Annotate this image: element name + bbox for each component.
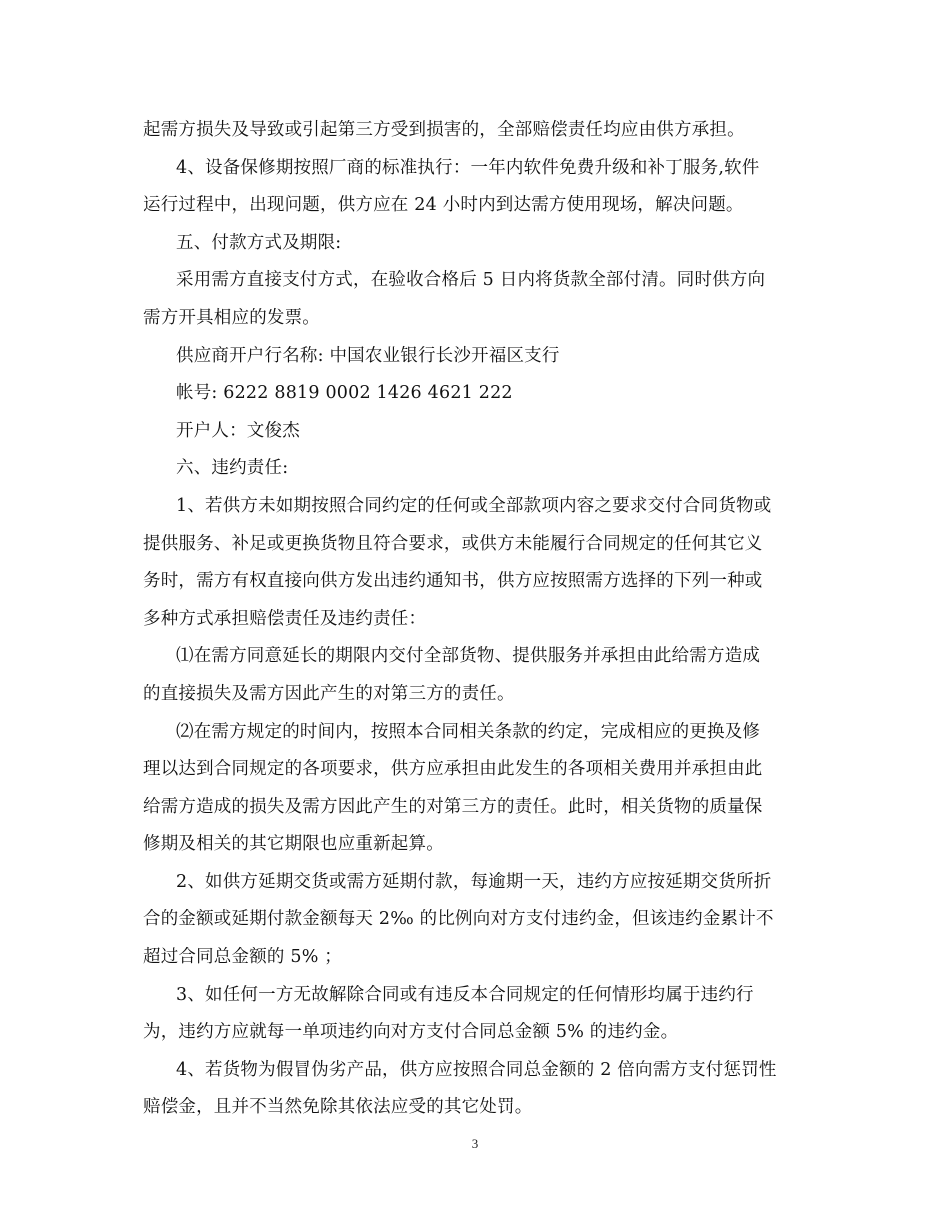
section-heading: 六、违约责任: xyxy=(176,458,289,479)
text-line: 2、如供方延期交货或需方延期付款，每逾期一天，违约方应按延期交货所折 xyxy=(176,871,772,892)
text-line: 提供服务、补足或更换货物且符合要求，或供方未能履行合同规定的任何其它义 xyxy=(143,533,763,554)
text-line: 给需方造成的损失及需方因此产生的对第三方的责任。此时，相关货物的质量保 xyxy=(143,796,763,817)
text-line: 4、设备保修期按照厂商的标准执行：一年内软件免费升级和补丁服务,软件 xyxy=(176,157,760,178)
text-line: ⑴在需方同意延长的期限内交付全部货物、提供服务并承担由此给需方造成 xyxy=(176,646,761,667)
text-line: 3、如任何一方无故解除合同或有违反本合同规定的任何情形均属于违约行 xyxy=(176,984,754,1005)
text-line: 采用需方直接支付方式，在验收合格后 5 日内将货款全部付清。同时供方向 xyxy=(176,270,766,291)
text-line: 赔偿金，且并不当然免除其依法应受的其它处罚。 xyxy=(143,1097,533,1118)
text-line: 修期及相关的其它期限也应重新起算。 xyxy=(143,834,444,855)
text-line: 超过合同总金额的 5% ； xyxy=(143,947,342,968)
text-line: 运行过程中，出现问题，供方应在 24 小时内到达需方使用现场，解决问题。 xyxy=(143,195,744,216)
text-line: 1、若供方未如期按照合同约定的任何或全部款项内容之要求交付合同货物或 xyxy=(176,495,772,516)
text-line: 需方开具相应的发票。 xyxy=(143,307,320,328)
text-line: 4、若货物为假冒伪劣产品，供方应按照合同总金额的 2 倍向需方支付惩罚性 xyxy=(176,1059,777,1080)
text-line: 为，违约方应就每一单项违约向对方支付合同总金额 5% 的违约金。 xyxy=(143,1022,679,1043)
document-body xyxy=(143,112,807,1127)
text-line: 起需方损失及导致或引起第三方受到损害的，全部赔偿责任均应由供方承担。 xyxy=(143,120,745,140)
text-line: 合的金额或延期付款金额每天 2‰ 的比例向对方支付违约金，但该违约金累计不 xyxy=(143,909,774,930)
text-line: 务时，需方有权直接向供方发出违约通知书，供方应按照需方选择的下列一种或 xyxy=(143,571,763,592)
bank-name-line: 供应商开户行名称: 中国农业银行长沙开福区支行 xyxy=(176,345,560,366)
text-line: 理以达到合同规定的各项要求，供方应承担由此发生的各项相关费用并承担由此 xyxy=(143,759,763,780)
page-number: 3 xyxy=(471,1136,479,1151)
account-holder-line: 开户人：文俊杰 xyxy=(176,420,300,441)
account-number-line: 帐号: 6222 8819 0002 1426 4621 222 xyxy=(176,383,513,404)
text-line: 的直接损失及需方因此产生的对第三方的责任。 xyxy=(143,683,515,704)
text-line: 多种方式承担赔偿责任及违约责任： xyxy=(143,608,427,629)
text-line: ⑵在需方规定的时间内，按照本合同相关条款的约定，完成相应的更换及修 xyxy=(176,721,761,742)
section-heading: 五、付款方式及期限: xyxy=(176,232,342,253)
